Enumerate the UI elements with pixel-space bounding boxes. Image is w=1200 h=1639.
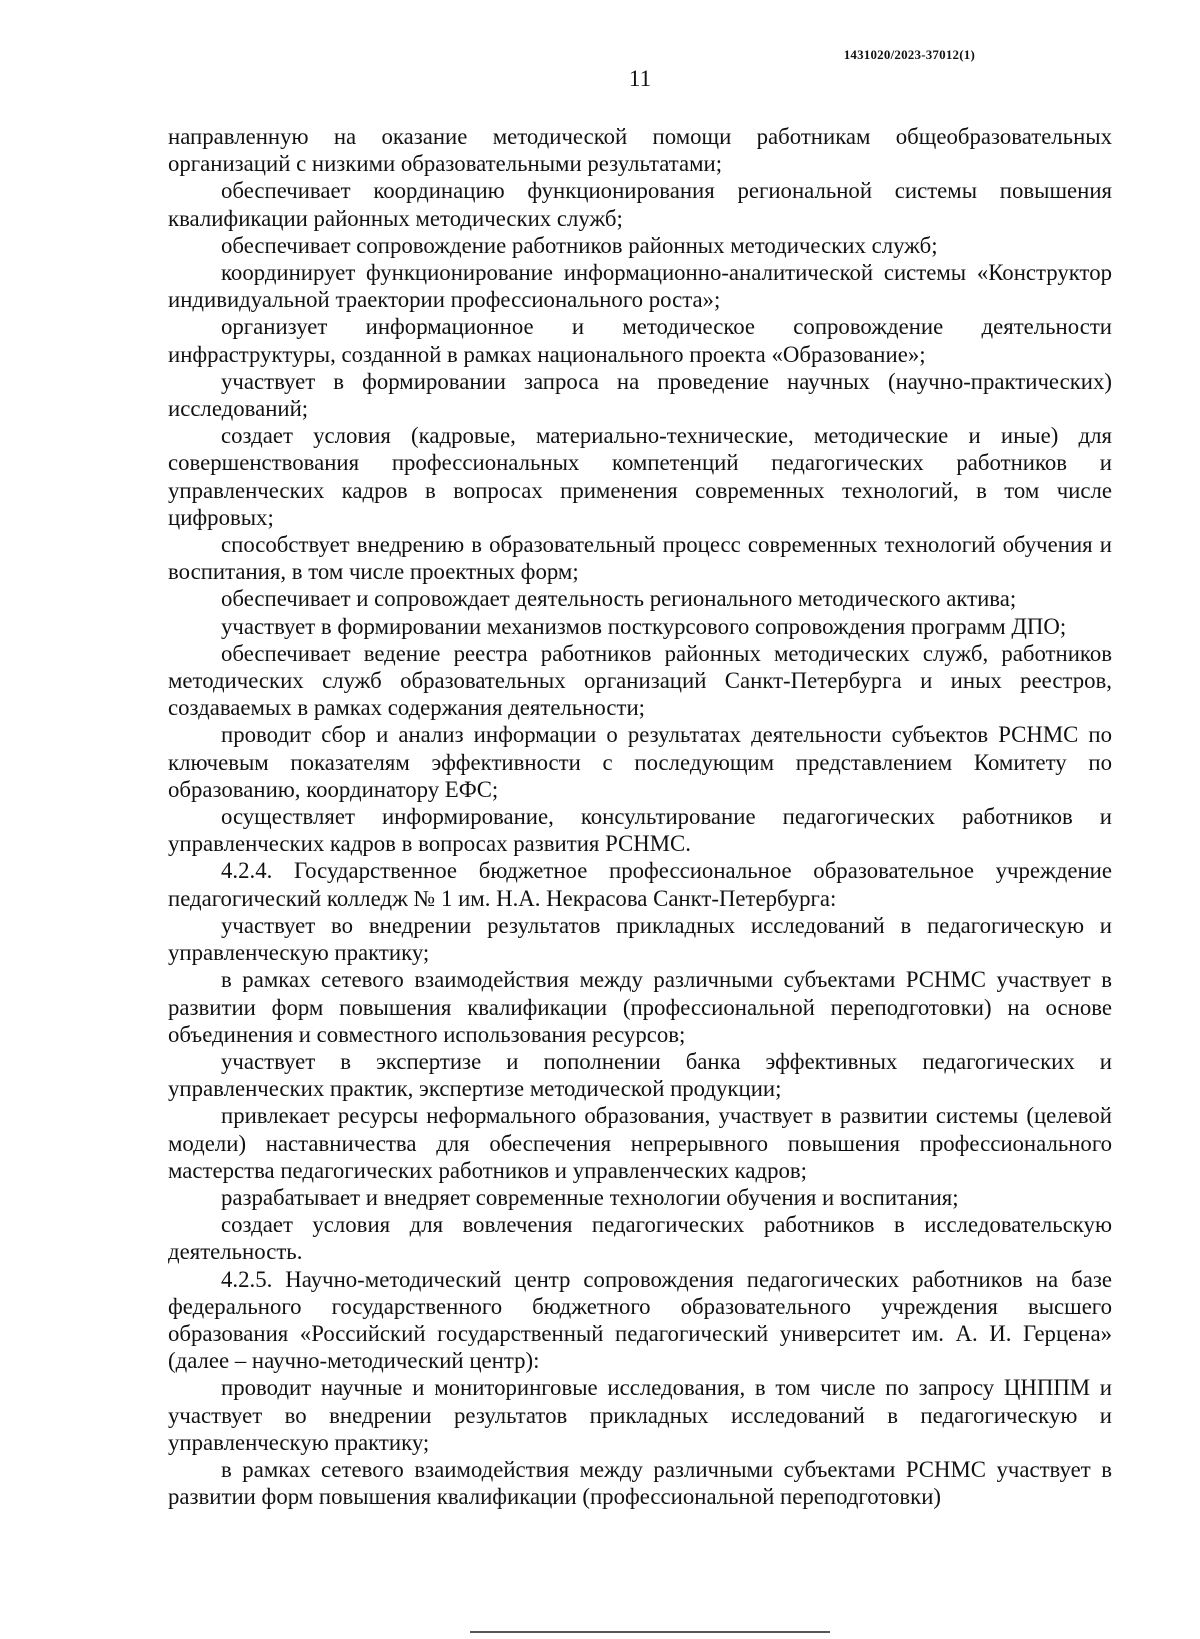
registration-number: 1431020/2023-37012(1)	[843, 47, 975, 62]
paragraph: осуществляет информирование, консультирование педагогических работников и управленческих кадров в вопросах развития РСНМС.	[168, 804, 1112, 857]
paragraph: участвует в формировании запроса на проведение научных (научно-практических) исследований;	[168, 368, 1112, 422]
paragraph: обеспечивает ведение реестра работников районных методических служб, работников методических служб образовательных организаций Санкт-Петербурга и иных реестров, создаваемых в рамках содержания деятельности;	[168, 640, 1112, 721]
section-paragraph: 4.2.5. Научно-методический центр сопровождения педагогических работников на базе федерального государственного бюджетного образовательного учреждения высшего образования «Российский государственный педагогический университет им. А. И. Герцена» (далее – научно-методический центр):	[168, 1266, 1112, 1374]
section-paragraph: 4.2.4. Государственное бюджетное профессиональное образовательное учреждение педагогический колледж № 1 им. Н.А. Некрасова Санкт-Петербурга:	[168, 858, 1112, 911]
paragraph: способствует внедрению в образовательный процесс современных технологий обучения и воспитания, в том числе проектных форм;	[168, 532, 1112, 585]
page-number: 11	[628, 66, 652, 91]
paragraph: привлекает ресурсы неформального образования, участвует в развитии системы (целевой модели) наставничества для обеспечения непрерывного повышения профессионального мастерства педагогических работников и управленческих кадров;	[168, 1103, 1112, 1183]
paragraph: создает условия (кадровые, материально-технические, методические и иные) для совершенствования профессиональных компетенций педагогических работников и управленческих кадров в вопросах применения современных технологий, в том числе цифровых;	[168, 423, 1112, 530]
paragraph: разрабатывает и внедряет современные технологии обучения и воспитания;	[221, 1184, 959, 1210]
paragraph: в рамках сетевого взаимодействия между различными субъектами РСНМС участвует в развитии форм повышения квалификации (профессиональной переподготовки)	[168, 1456, 1112, 1510]
paragraph: участвует в формировании механизмов посткурсового сопровождения программ ДПО;	[221, 613, 1067, 639]
bottom-divider	[470, 1631, 830, 1633]
paragraph: обеспечивает координацию функционирования региональной системы повышения квалификации районных методических служб;	[168, 178, 1112, 231]
paragraph: организует информационное и методическое сопровождение деятельности инфраструктуры, созданной в рамках национального проекта «Образование»;	[168, 314, 1112, 367]
paragraph: обеспечивает сопровождение работников районных методических служб;	[221, 232, 938, 258]
paragraph: проводит сбор и анализ информации о результатах деятельности субъектов РСНМС по ключевым показателям эффективности с последующим представлением Комитету по образованию, координатору ЕФС;	[168, 722, 1112, 802]
paragraph: обеспечивает и сопровождает деятельность регионального методического актива;	[221, 586, 1017, 612]
document-body	[168, 123, 1112, 1510]
paragraph: создает условия для вовлечения педагогических работников в исследовательскую деятельность.	[168, 1212, 1112, 1265]
paragraph: участвует во внедрении результатов прикладных исследований в педагогическую и управленческую практику;	[168, 912, 1112, 966]
paragraph: в рамках сетевого взаимодействия между различными субъектами РСНМС участвует в развитии форм повышения квалификации (профессиональной переподготовки) на основе объединения и совместного использования ресурсов;	[168, 967, 1112, 1047]
paragraph: участвует в экспертизе и пополнении банка эффективных педагогических и управленческих практик, экспертизе методической продукции;	[168, 1048, 1112, 1102]
paragraph: координирует функционирование информационно-аналитической системы «Конструктор индивидуальной траектории профессионального роста»;	[168, 260, 1112, 313]
paragraph: проводит научные и мониторинговые исследования, в том числе по запросу ЦНППМ и участвует во внедрении результатов прикладных исследований в педагогическую и управленческую практику;	[168, 1375, 1112, 1455]
paragraph: направленную на оказание методической помощи работникам общеобразовательных организаций с низкими образовательными результатами;	[168, 124, 1112, 177]
